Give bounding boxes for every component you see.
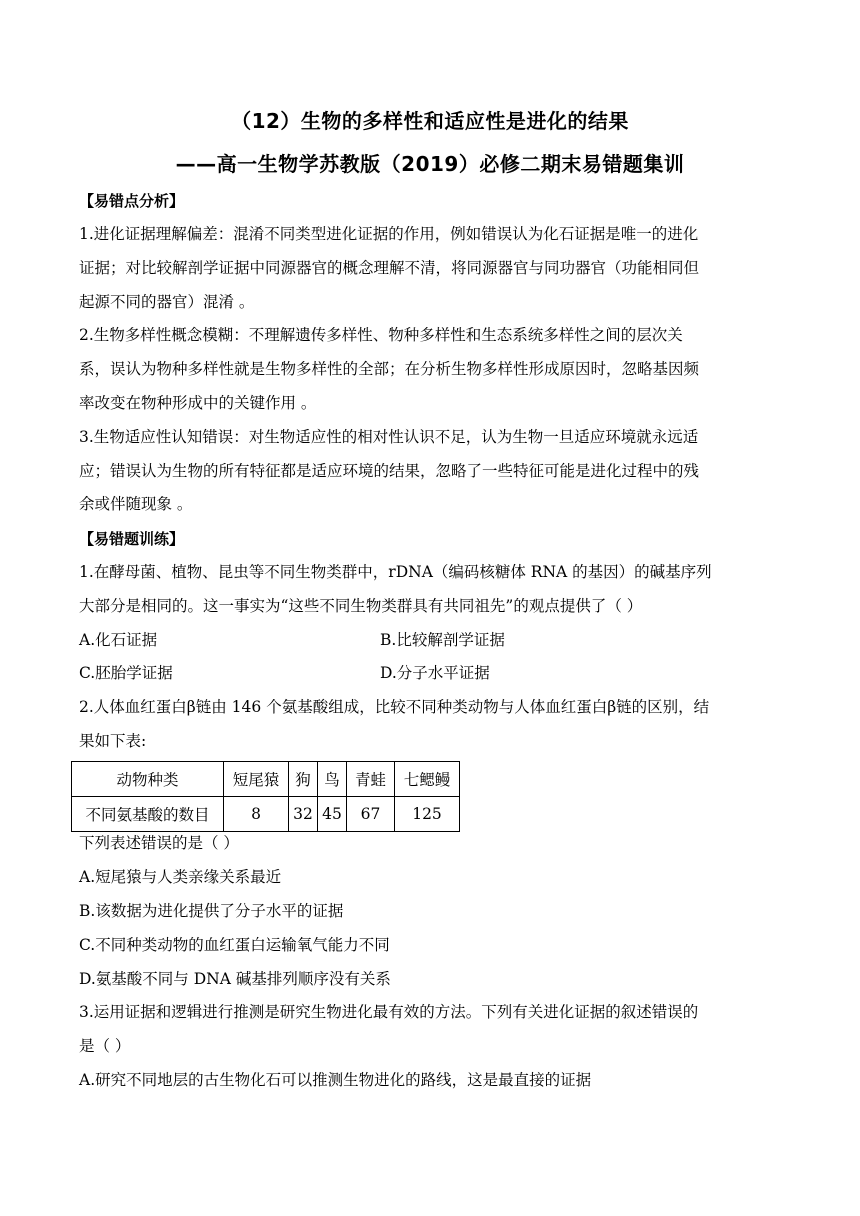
- question-1-option-b: B.比较解剖学证据: [380, 631, 505, 649]
- table-header-cell: 短尾猿: [224, 762, 289, 797]
- analysis-line: 2.生物多样性概念模糊：不理解遗传多样性、物种多样性和生态系统多样性之间的层次关: [79, 326, 683, 344]
- table-cell: 不同氨基酸的数目: [72, 797, 224, 832]
- question-2-prompt: 下列表述错误的是（ ）: [79, 834, 239, 852]
- table-header-cell: 青蛙: [347, 762, 395, 797]
- question-3-option-a: A.研究不同地层的古生物化石可以推测生物进化的路线，这是最直接的证据: [79, 1071, 592, 1089]
- analysis-line: 起源不同的器官）混淆 。: [79, 293, 255, 311]
- analysis-line: 余或伴随现象 。: [79, 495, 193, 513]
- question-1-stem: 大部分是相同的。这一事实为“这些不同生物类群具有共同祖先”的观点提供了（ ）: [79, 597, 643, 615]
- question-2-option-c: C.不同种类动物的血红蛋白运输氧气能力不同: [79, 936, 390, 954]
- table-cell: 125: [395, 797, 460, 832]
- question-2-option-a: A.短尾猿与人类亲缘关系最近: [79, 868, 282, 886]
- analysis-line: 率改变在物种形成中的关键作用 。: [79, 394, 317, 412]
- table-cell: 67: [347, 797, 395, 832]
- question-1-stem: 1.在酵母菌、植物、昆虫等不同生物类群中，rDNA（编码核糖体 RNA 的基因）的碱基序列: [79, 563, 712, 581]
- analysis-line: 证据；对比较解剖学证据中同源器官的概念理解不清，将同源器官与同功器官（功能相同但: [79, 259, 700, 277]
- question-2-stem: 2.人体血红蛋白β链由 146 个氨基酸组成，比较不同种类动物与人体血红蛋白β链的区别，结: [79, 698, 710, 716]
- document-subtitle: ——高一生物学苏教版（2019）必修二期末易错题集训: [175, 152, 685, 176]
- analysis-line: 3.生物适应性认知错误：对生物适应性的相对性认识不足，认为生物一旦适应环境就永远适: [79, 428, 699, 446]
- question-3-stem: 3.运用证据和逻辑进行推测是研究生物进化最有效的方法。下列有关进化证据的叙述错误的: [79, 1003, 699, 1021]
- question-1-option-d: D.分子水平证据: [380, 664, 490, 682]
- table-header-cell: 鸟: [318, 762, 347, 797]
- table-cell: 8: [224, 797, 289, 832]
- question-2-stem: 果如下表:: [79, 732, 147, 750]
- section-heading-training: 【易错题训练】: [79, 530, 185, 548]
- table-row: [72, 797, 460, 832]
- question-2-option-b: B.该数据为进化提供了分子水平的证据: [79, 902, 344, 920]
- analysis-line: 系，误认为物种多样性就是生物多样性的全部；在分析生物多样性形成原因时，忽略基因频: [79, 360, 700, 378]
- document-title: （12）生物的多样性和适应性是进化的结果: [231, 109, 629, 133]
- table-header-cell: 狗: [289, 762, 318, 797]
- question-2-option-d: D.氨基酸不同与 DNA 碱基排列顺序没有关系: [79, 970, 391, 988]
- question-1-option-c: C.胚胎学证据: [79, 664, 173, 682]
- analysis-line: 1.进化证据理解偏差：混淆不同类型进化证据的作用，例如错误认为化石证据是唯一的进化: [79, 225, 699, 243]
- table-header-cell: 七鳃鳗: [395, 762, 460, 797]
- table-header-cell: 动物种类: [72, 762, 224, 797]
- section-heading-analysis: 【易错点分析】: [79, 192, 185, 210]
- table-cell: 45: [318, 797, 347, 832]
- table-cell: 32: [289, 797, 318, 832]
- question-3-stem: 是（ ）: [79, 1037, 131, 1055]
- table-header-row: [72, 762, 460, 797]
- analysis-line: 应；错误认为生物的所有特征都是适应环境的结果，忽略了一些特征可能是进化过程中的残: [79, 462, 700, 480]
- question-1-option-a: A.化石证据: [79, 631, 158, 649]
- amino-acid-table: [71, 761, 460, 832]
